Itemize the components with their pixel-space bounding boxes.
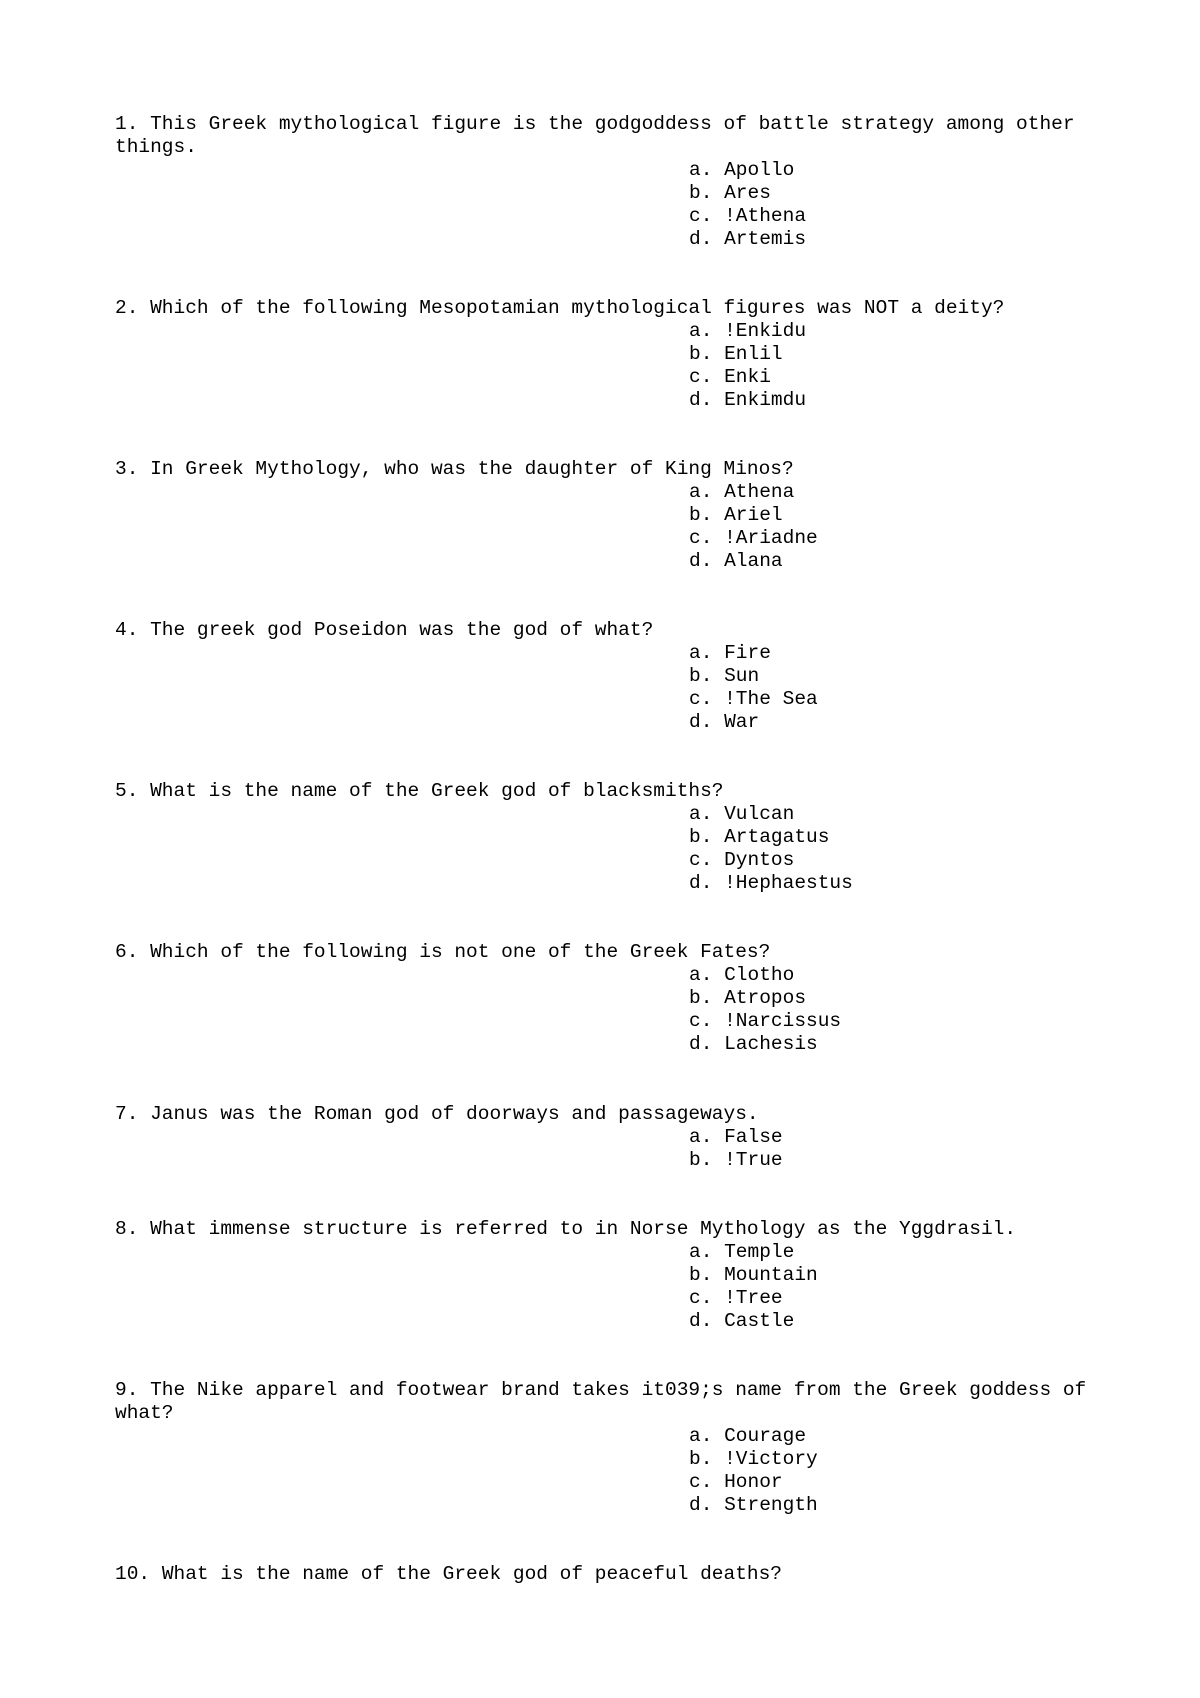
option-letter: a. bbox=[689, 481, 713, 503]
option-c bbox=[689, 849, 1115, 872]
option-a bbox=[689, 481, 1115, 504]
option-text: Fire bbox=[724, 642, 771, 664]
option-text: Castle bbox=[724, 1310, 795, 1332]
question-prompt: The greek god Poseidon was the god of what? bbox=[150, 619, 654, 641]
option-d bbox=[689, 1310, 1115, 1333]
option-letter: a. bbox=[689, 1241, 713, 1263]
question-text bbox=[115, 1379, 1098, 1425]
option-text: !Hephaestus bbox=[724, 872, 853, 894]
option-b bbox=[689, 504, 1115, 527]
question-number: 10. bbox=[115, 1563, 151, 1585]
answer-options bbox=[689, 1425, 1115, 1517]
option-text: Sun bbox=[724, 665, 760, 687]
question-text bbox=[115, 1103, 1095, 1126]
question-prompt: Which of the following is not one of the Greek Fates? bbox=[150, 941, 771, 963]
question-5 bbox=[115, 780, 1115, 895]
option-letter: c. bbox=[689, 205, 713, 227]
question-9 bbox=[115, 1379, 1115, 1517]
option-text: False bbox=[724, 1126, 783, 1148]
question-text bbox=[115, 297, 1095, 320]
option-text: !Athena bbox=[724, 205, 807, 227]
option-text: !Enkidu bbox=[724, 320, 807, 342]
option-letter: c. bbox=[689, 527, 713, 549]
option-text: Dyntos bbox=[724, 849, 795, 871]
option-letter: c. bbox=[689, 366, 713, 388]
option-letter: c. bbox=[689, 1471, 713, 1493]
option-letter: a. bbox=[689, 803, 713, 825]
option-letter: b. bbox=[689, 343, 713, 365]
option-c bbox=[689, 688, 1115, 711]
option-letter: b. bbox=[689, 987, 713, 1009]
option-text: Enki bbox=[724, 366, 771, 388]
option-c bbox=[689, 366, 1115, 389]
answer-options bbox=[689, 320, 1115, 412]
option-b bbox=[689, 1264, 1115, 1287]
option-letter: a. bbox=[689, 1126, 713, 1148]
answer-options bbox=[689, 964, 1115, 1056]
option-a bbox=[689, 642, 1115, 665]
option-letter: a. bbox=[689, 159, 713, 181]
option-text: Ariel bbox=[724, 504, 783, 526]
option-letter: c. bbox=[689, 849, 713, 871]
answer-options bbox=[689, 803, 1115, 895]
option-letter: d. bbox=[689, 228, 713, 250]
option-text: Enlil bbox=[724, 343, 783, 365]
question-number: 9. bbox=[115, 1379, 139, 1401]
option-text: Honor bbox=[724, 1471, 783, 1493]
question-3 bbox=[115, 458, 1115, 573]
question-number: 5. bbox=[115, 780, 139, 802]
option-b bbox=[689, 182, 1115, 205]
option-text: Ares bbox=[724, 182, 771, 204]
option-c bbox=[689, 527, 1115, 550]
question-prompt: The Nike apparel and footwear brand takes it039;s name from the Greek goddess of what? bbox=[115, 1379, 1098, 1424]
question-number: 2. bbox=[115, 297, 139, 319]
question-text bbox=[115, 1563, 1095, 1586]
option-a bbox=[689, 1126, 1115, 1149]
question-prompt: This Greek mythological figure is the godgoddess of battle strategy among other things. bbox=[115, 113, 1087, 158]
question-2 bbox=[115, 297, 1115, 412]
option-letter: d. bbox=[689, 550, 713, 572]
answer-options bbox=[689, 1241, 1115, 1333]
option-text: !Narcissus bbox=[724, 1010, 842, 1032]
option-letter: b. bbox=[689, 1149, 713, 1171]
question-prompt: What is the name of the Greek god of peaceful deaths? bbox=[161, 1563, 783, 1585]
option-a bbox=[689, 1241, 1115, 1264]
option-text: Strength bbox=[724, 1494, 818, 1516]
question-number: 1. bbox=[115, 113, 139, 135]
option-c bbox=[689, 205, 1115, 228]
question-prompt: What is the name of the Greek god of blacksmiths? bbox=[150, 780, 724, 802]
question-text bbox=[115, 780, 1095, 803]
option-text: !The Sea bbox=[724, 688, 818, 710]
option-text: Athena bbox=[724, 481, 795, 503]
option-letter: a. bbox=[689, 320, 713, 342]
question-number: 3. bbox=[115, 458, 139, 480]
option-a bbox=[689, 1425, 1115, 1448]
option-text: !Tree bbox=[724, 1287, 783, 1309]
option-c bbox=[689, 1471, 1115, 1494]
option-text: Lachesis bbox=[724, 1033, 818, 1055]
option-d bbox=[689, 711, 1115, 734]
option-a bbox=[689, 964, 1115, 987]
option-d bbox=[689, 872, 1115, 895]
option-text: War bbox=[724, 711, 760, 733]
option-text: !Ariadne bbox=[724, 527, 818, 549]
option-text: Alana bbox=[724, 550, 783, 572]
option-letter: d. bbox=[689, 1310, 713, 1332]
question-text bbox=[115, 1218, 1095, 1241]
option-letter: b. bbox=[689, 1448, 713, 1470]
option-letter: c. bbox=[689, 688, 713, 710]
option-d bbox=[689, 228, 1115, 251]
question-prompt: Janus was the Roman god of doorways and passageways. bbox=[150, 1103, 759, 1125]
question-text bbox=[115, 619, 1095, 642]
option-a bbox=[689, 159, 1115, 182]
question-prompt: What immense structure is referred to in Norse Mythology as the Yggdrasil. bbox=[150, 1218, 1017, 1240]
option-d bbox=[689, 1033, 1115, 1056]
option-letter: d. bbox=[689, 711, 713, 733]
option-text: Clotho bbox=[724, 964, 795, 986]
option-letter: b. bbox=[689, 504, 713, 526]
option-c bbox=[689, 1010, 1115, 1033]
answer-options bbox=[689, 1126, 1115, 1172]
question-text bbox=[115, 113, 1095, 159]
answer-options bbox=[689, 642, 1115, 734]
option-letter: b. bbox=[689, 182, 713, 204]
option-text: Atropos bbox=[724, 987, 807, 1009]
option-c bbox=[689, 1287, 1115, 1310]
question-number: 6. bbox=[115, 941, 139, 963]
option-b bbox=[689, 826, 1115, 849]
option-text: Mountain bbox=[724, 1264, 818, 1286]
question-7 bbox=[115, 1103, 1115, 1172]
option-text: !Victory bbox=[724, 1448, 818, 1470]
question-text bbox=[115, 458, 1095, 481]
option-a bbox=[689, 803, 1115, 826]
option-b bbox=[689, 343, 1115, 366]
question-prompt: In Greek Mythology, who was the daughter of King Minos? bbox=[150, 458, 794, 480]
option-letter: a. bbox=[689, 642, 713, 664]
option-d bbox=[689, 389, 1115, 412]
option-letter: d. bbox=[689, 1494, 713, 1516]
option-letter: c. bbox=[689, 1287, 713, 1309]
option-b bbox=[689, 987, 1115, 1010]
option-d bbox=[689, 550, 1115, 573]
question-10 bbox=[115, 1563, 1115, 1586]
option-letter: d. bbox=[689, 1033, 713, 1055]
option-text: Temple bbox=[724, 1241, 795, 1263]
option-letter: b. bbox=[689, 826, 713, 848]
option-letter: a. bbox=[689, 964, 713, 986]
question-8 bbox=[115, 1218, 1115, 1333]
question-text bbox=[115, 941, 1095, 964]
option-text: Courage bbox=[724, 1425, 807, 1447]
answer-options bbox=[689, 481, 1115, 573]
question-number: 7. bbox=[115, 1103, 139, 1125]
option-text: Artemis bbox=[724, 228, 807, 250]
question-prompt: Which of the following Mesopotamian mythological figures was NOT a deity? bbox=[150, 297, 1005, 319]
option-letter: a. bbox=[689, 1425, 713, 1447]
option-letter: b. bbox=[689, 665, 713, 687]
option-text: Vulcan bbox=[724, 803, 795, 825]
option-text: Apollo bbox=[724, 159, 795, 181]
question-6 bbox=[115, 941, 1115, 1056]
question-4 bbox=[115, 619, 1115, 734]
option-b bbox=[689, 665, 1115, 688]
question-1 bbox=[115, 113, 1115, 251]
question-number: 8. bbox=[115, 1218, 139, 1240]
option-text: Artagatus bbox=[724, 826, 830, 848]
option-b bbox=[689, 1448, 1115, 1471]
question-number: 4. bbox=[115, 619, 139, 641]
option-text: !True bbox=[724, 1149, 783, 1171]
option-b bbox=[689, 1149, 1115, 1172]
option-letter: c. bbox=[689, 1010, 713, 1032]
option-a bbox=[689, 320, 1115, 343]
option-text: Enkimdu bbox=[724, 389, 807, 411]
option-letter: d. bbox=[689, 389, 713, 411]
option-d bbox=[689, 1494, 1115, 1517]
answer-options bbox=[689, 159, 1115, 251]
option-letter: d. bbox=[689, 872, 713, 894]
option-letter: b. bbox=[689, 1264, 713, 1286]
